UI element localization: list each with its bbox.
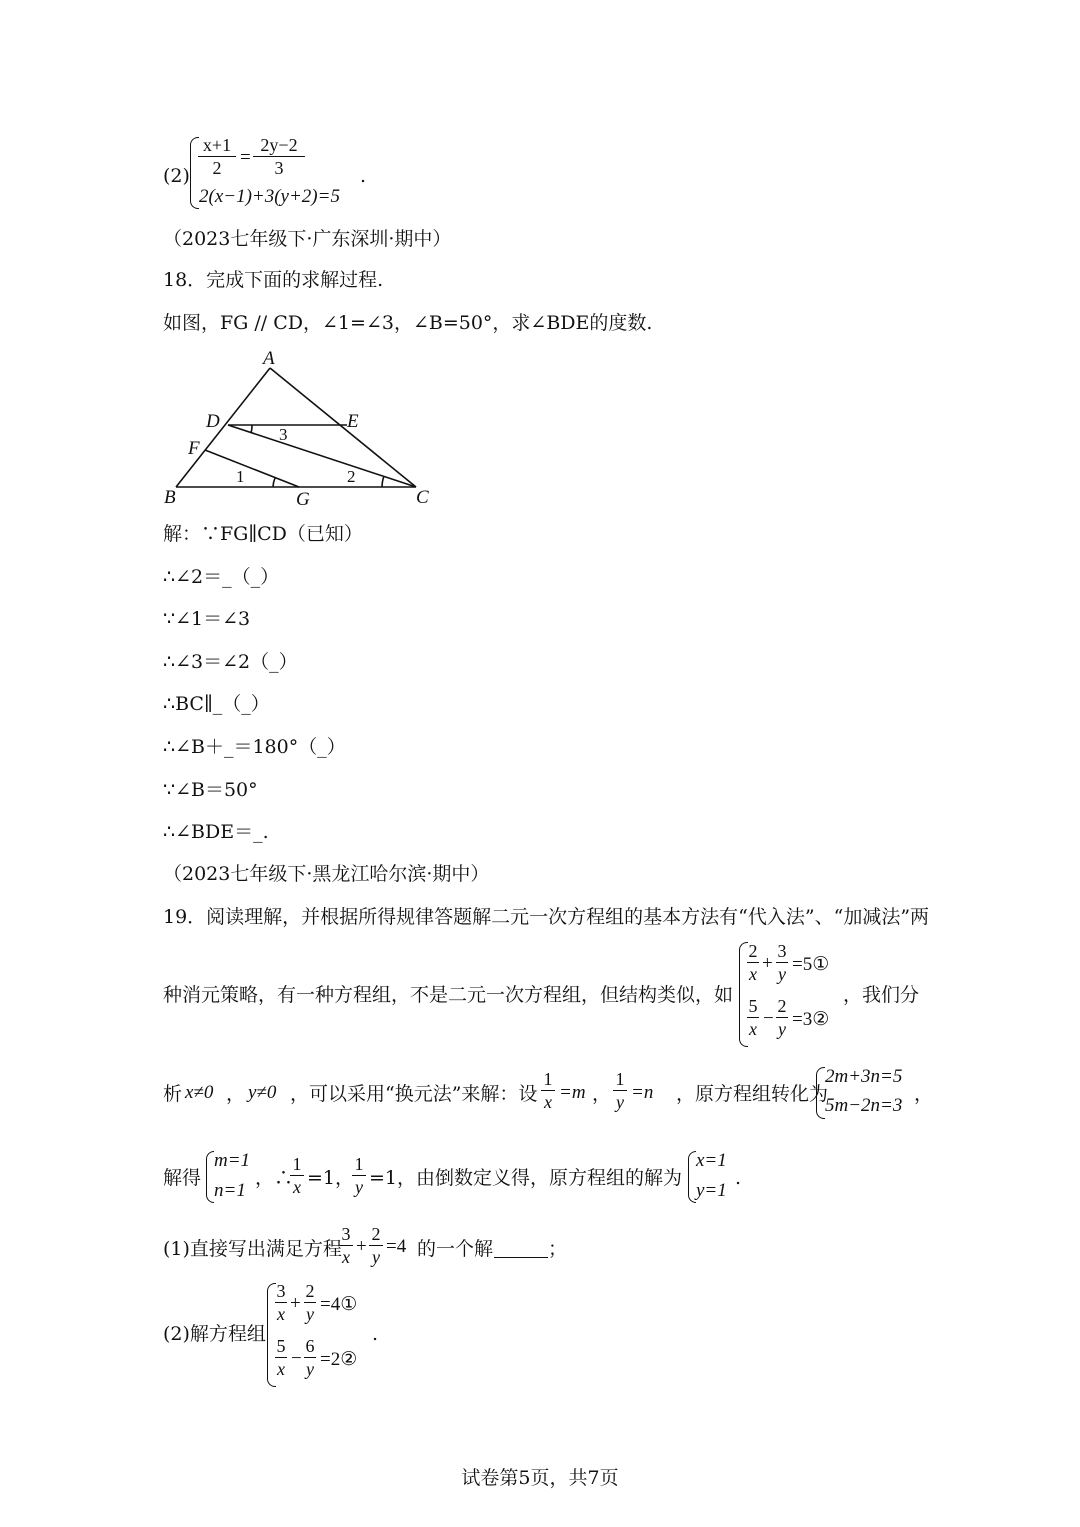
label-e: E (347, 411, 359, 432)
q19-p2-frac-c: 5 x (276, 1336, 286, 1379)
label-f: F (188, 438, 200, 459)
q17-source: （2023七年级下·广东深圳·期中） (163, 228, 452, 250)
angle-3-arc (251, 425, 252, 433)
q18-step-8: ∴∠BDE＝_. (163, 821, 269, 843)
edge-ab (176, 368, 270, 487)
q19-ex-frac-a: 2 x (748, 941, 758, 984)
q19-p1-op: + (356, 1236, 367, 1257)
q19-ex-frac-d: 2 y (777, 996, 787, 1039)
q19-p2-frac-b: 2 y (305, 1281, 315, 1324)
q17-rhs-denominator: 3 (274, 158, 284, 178)
q19-line2-pre: 种消元策略，有一种方程组，不是二元一次方程组，但结构类似，如 (163, 984, 734, 1006)
q19-line4-c: =1， (307, 1167, 355, 1189)
q17-lhs-numerator: x+1 (202, 135, 232, 155)
q19-line2-post: ，我们分 (843, 984, 920, 1006)
q19-p2-rhs1: =4① (320, 1294, 358, 1315)
q19-ex-rhs2: =3② (792, 1009, 830, 1030)
q19-line3-e: ，可以采用“换元法”来解：设 (290, 1083, 538, 1105)
q19-line4-d: =1，由倒数定义得，原方程组的解为 (369, 1167, 683, 1189)
q19-p1-frac-a: 3 x (339, 1224, 353, 1267)
label-b: B (164, 487, 176, 508)
q17-end-period: . (360, 165, 367, 187)
q19-mn-eq1: m=1 (214, 1150, 251, 1171)
q19-line3-c: ， (226, 1083, 246, 1105)
q17-fraction-rhs (253, 135, 305, 178)
label-d: D (206, 411, 220, 432)
q18-title: 18．完成下面的求解过程. (163, 269, 384, 291)
q17-rhs-numerator: 2y−2 (260, 135, 298, 155)
q19-p2-rhs2: =2② (320, 1349, 358, 1370)
q19-sub-m: =m (559, 1082, 586, 1103)
q18-step-7: ∵∠B＝50° (163, 779, 258, 801)
q18-step-1: 解：∵FG∥CD（已知） (163, 523, 363, 545)
q17-eq2: 2(x−1)+3(y+2)=5 (199, 186, 340, 207)
q19-p2-frac-a: 3 x (276, 1281, 286, 1324)
q19-ex-frac-c: 5 x (748, 996, 758, 1039)
q19-converted-end: ， (914, 1083, 934, 1105)
q19-line4-a: 解得 (163, 1167, 202, 1189)
q17-part-label: (2) (163, 165, 190, 187)
q19-sub-frac-n: 1 y (613, 1069, 627, 1112)
q19-mn-eq2: n=1 (214, 1180, 246, 1201)
label-angle-3: 3 (279, 425, 288, 444)
q19-line3-f: ， (592, 1083, 612, 1105)
q18-source: （2023七年级下·黑龙江哈尔滨·期中） (163, 863, 490, 885)
edge-ac (270, 368, 416, 487)
q19-recip-frac-x: 1 x (290, 1154, 304, 1197)
angle-2-arc (382, 476, 384, 487)
page-footer: 试卷第5页，共7页 (461, 1467, 619, 1489)
q19-line3-b: x≠0 (185, 1082, 214, 1103)
q19-converted-brace (816, 1067, 825, 1119)
q19-p1-pre: (1)直接写出满足方程 (163, 1238, 342, 1260)
q19-line3-d: y≠0 (248, 1082, 277, 1103)
q19-p2-pre: (2)解方程组 (163, 1323, 266, 1345)
q18-step-5: ∴BC∥_（_） (163, 693, 270, 715)
q19-ex-rhs1: =5① (792, 954, 830, 975)
q18-given: 如图，FG // CD，∠1=∠3，∠B=50°，求∠BDE的度数. (163, 312, 653, 334)
q17-lhs-denominator: 2 (212, 158, 222, 178)
q19-line3-a: 析 (163, 1083, 183, 1105)
q19-xy-brace (688, 1151, 696, 1203)
segment-fg (205, 450, 299, 487)
q19-p2-end: . (372, 1323, 379, 1345)
q19-converted-eq2: 5m−2n=3 (825, 1095, 903, 1116)
q19-p1-rhs: =4 (386, 1236, 407, 1257)
q19-mn-brace (206, 1151, 214, 1203)
label-angle-1: 1 (236, 467, 245, 486)
q19-p1-answer-blank[interactable] (494, 1257, 548, 1258)
q18-step-3: ∵∠1＝∠3 (163, 608, 251, 630)
label-g: G (296, 489, 310, 510)
q19-p2-op2: − (291, 1348, 302, 1369)
q19-sub-frac-m: 1 x (541, 1069, 555, 1112)
q18-step-6: ∴∠B＋_＝180°（_） (163, 736, 346, 758)
q19-converted-eq1: 2m+3n=5 (825, 1066, 903, 1087)
q19-line3-g: ，原方程组转化为 (676, 1083, 829, 1105)
q19-line4-end: . (735, 1167, 742, 1189)
angle-1-arc (273, 478, 275, 487)
label-c: C (416, 487, 429, 508)
q17-fraction-lhs (198, 135, 236, 178)
q19-line4-b: ，∴ (255, 1167, 294, 1189)
q17-eq1-equals: = (240, 147, 251, 168)
q19-recip-frac-y: 1 y (352, 1154, 366, 1197)
q19-xy-eq1: x=1 (696, 1150, 727, 1171)
q19-p2-frac-d: 6 y (305, 1336, 315, 1379)
q18-step-4: ∴∠3＝∠2（_） (163, 651, 298, 673)
q19-sub-n: =n (631, 1082, 654, 1103)
q19-p1-end: ； (548, 1238, 568, 1260)
q19-xy-eq2: y=1 (696, 1180, 727, 1201)
q19-line1: 19．阅读理解，并根据所得规律答题解二元一次方程组的基本方法有“代入法”、“加减法”两 (163, 906, 930, 928)
q19-p1-frac-b: 2 y (369, 1224, 383, 1267)
q19-p1-post: 的一个解 (417, 1238, 494, 1260)
q19-p2-op1: + (290, 1293, 301, 1314)
segment-dc (228, 425, 416, 487)
q19-ex-op1: + (762, 953, 773, 974)
q19-ex-op2: − (763, 1008, 774, 1029)
q19-ex-frac-b: 3 y (777, 941, 787, 984)
q18-triangle-figure (160, 343, 450, 513)
label-angle-2: 2 (347, 467, 356, 486)
label-a: A (263, 348, 275, 369)
q18-step-2: ∴∠2＝_（_） (163, 566, 280, 588)
